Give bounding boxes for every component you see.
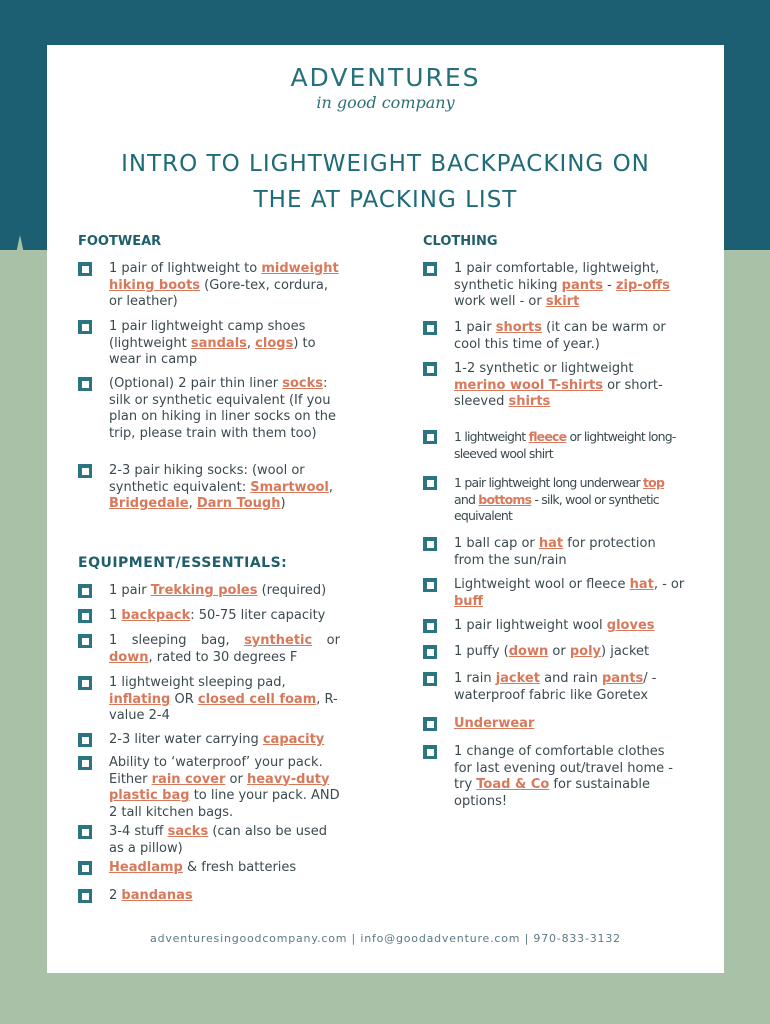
item-text-segment: (Gore-tex, cordura, or leather) (109, 277, 328, 309)
clothing-item (423, 671, 685, 704)
checkbox-icon[interactable] (423, 321, 437, 335)
item-text-segment: (it can be warm or cool this time of year.) (454, 320, 666, 352)
item-text-segment: (Optional) 2 pair thin liner (109, 376, 283, 391)
item-text-segment: 1 pair (454, 320, 496, 335)
item-text-segment: 1 pair lightweight wool (454, 618, 607, 633)
socks-link[interactable]: socks (282, 376, 323, 391)
item-text-segment: , (328, 479, 334, 495)
item-text-segment: - (602, 277, 616, 293)
item-text (423, 536, 685, 569)
footwear-item (78, 376, 340, 442)
checkbox-icon[interactable] (423, 430, 437, 444)
bandanas-link[interactable]: bandanas (121, 888, 193, 903)
item-text-segment: & fresh batteries (182, 860, 297, 875)
merino-wool-t-shirts-link[interactable]: merino wool T-shirts (454, 377, 603, 393)
closed-cell-foam-link[interactable]: closed cell foam (197, 691, 317, 707)
checkbox-icon[interactable] (78, 377, 92, 391)
item-text (423, 361, 685, 411)
item-text (78, 319, 340, 369)
clothing-item (423, 577, 685, 610)
item-text-segment: ) (280, 496, 286, 511)
item-text-segment: - silk, wool or synthetic equivalent (454, 491, 659, 523)
clothing-heading: CLOTHING (423, 234, 498, 249)
item-text-segment: , rated to 30 degrees F (148, 649, 298, 665)
item-text (78, 732, 340, 749)
bottoms-link[interactable]: bottoms (478, 491, 532, 507)
checkbox-icon[interactable] (423, 262, 437, 276)
packing-list-sheet (47, 45, 724, 973)
item-text-segment: 1 pair of lightweight to (109, 261, 262, 276)
checkbox-icon[interactable] (423, 645, 437, 659)
top-link[interactable]: top (642, 475, 665, 490)
item-text (423, 618, 685, 635)
item-text-segment: 1 (109, 608, 122, 623)
item-text-segment: ) jacket (601, 644, 650, 659)
item-text-segment: Lightweight wool or fleece (454, 577, 630, 592)
footwear-item (78, 463, 340, 513)
equipment-item (78, 732, 340, 749)
down-link[interactable]: down (109, 649, 149, 665)
equipment-item (78, 888, 340, 905)
buff-link[interactable]: buff (454, 593, 484, 609)
item-text-segment: or lightweight long-sleeved wool shirt (454, 429, 676, 461)
darn-tough-link[interactable]: Darn Tough (196, 496, 281, 511)
synthetic-link[interactable]: synthetic (244, 633, 313, 648)
item-text (78, 860, 340, 877)
page-title (87, 146, 684, 218)
footwear-item (78, 319, 340, 369)
item-text (78, 888, 340, 905)
item-text-segment: and (454, 491, 479, 507)
heavy-duty-plastic-bag-link[interactable]: heavy-duty plastic bag (109, 771, 330, 803)
clothing-item (423, 644, 685, 661)
item-text-segment: Ability to ‘waterproof’ your pack. Either (109, 755, 323, 787)
equipment-heading: EQUIPMENT/ESSENTIALS: (78, 555, 288, 571)
bridgedale-link[interactable]: Bridgedale (109, 496, 189, 511)
checkbox-icon[interactable] (78, 676, 92, 690)
checkbox-icon[interactable] (78, 889, 92, 903)
equipment-item (78, 675, 340, 725)
item-text (423, 320, 685, 353)
rain-cover-link[interactable]: rain cover (151, 771, 226, 787)
item-text (423, 475, 685, 525)
hat-link[interactable]: hat (629, 577, 654, 592)
checkbox-icon[interactable] (78, 861, 92, 875)
equipment-item (78, 633, 340, 666)
item-text-segment: for sustainable options! (454, 777, 650, 809)
footer-contact: adventuresingoodcompany.com | info@goodadventure.com | 970-833-3132 (150, 932, 621, 945)
checkbox-icon[interactable] (78, 584, 92, 598)
item-text-segment: , (246, 335, 256, 351)
item-text-segment: to line your pack. AND 2 tall kitchen bags. (109, 788, 340, 820)
item-text-segment: 1-2 synthetic or lightweight (454, 361, 634, 376)
item-text-segment: 2-3 pair hiking socks: (wool or synthetic equivalent: (109, 463, 305, 495)
item-text (78, 583, 340, 600)
equipment-item (78, 608, 340, 625)
checkbox-icon[interactable] (423, 362, 437, 376)
checkbox-icon[interactable] (78, 262, 92, 276)
item-text (78, 633, 340, 666)
item-text (423, 261, 685, 311)
item-text-segment: 1 ball cap or (454, 536, 539, 551)
skirt-link[interactable]: skirt (545, 294, 580, 309)
item-text (78, 376, 340, 442)
item-text-segment: : 50-75 liter capacity (190, 608, 326, 623)
poly-link[interactable]: poly (569, 644, 602, 659)
backpack-link[interactable]: backpack (121, 608, 191, 623)
item-text-segment: , R-value 2-4 (109, 691, 338, 723)
item-text-segment: work well - or (454, 294, 546, 309)
item-text-segment: / - waterproof fabric like Goretex (454, 671, 657, 703)
item-text-segment: 2-3 liter water carrying (109, 732, 263, 747)
checkbox-icon[interactable] (78, 464, 92, 478)
item-text-segment: 1 pair (109, 583, 151, 598)
item-text-segment: ) to wear in camp (109, 335, 316, 367)
footwear-item (78, 261, 340, 311)
inflating-link[interactable]: inflating (109, 691, 171, 707)
checkbox-icon[interactable] (423, 476, 437, 490)
checkbox-icon[interactable] (78, 320, 92, 334)
item-text-segment: 1 sleeping bag, (109, 633, 245, 648)
headlamp-link[interactable]: Headlamp (109, 860, 183, 875)
brand-logo-title: ADVENTURES (290, 63, 481, 92)
smartwool-link[interactable]: Smartwool (250, 479, 329, 495)
clothing-item (423, 320, 685, 353)
clogs-link[interactable]: clogs (255, 335, 294, 351)
checkbox-icon[interactable] (423, 537, 437, 551)
underwear-link[interactable]: Underwear (454, 716, 535, 731)
item-text-segment: 1 pair lightweight camp shoes (lightweight (109, 319, 306, 351)
down-link[interactable]: down (508, 644, 549, 659)
jacket-link[interactable]: jacket (495, 671, 540, 686)
item-text-segment: or (225, 771, 247, 787)
page-title-line-1: INTRO TO LIGHTWEIGHT BACKPACKING ON (121, 151, 650, 177)
item-text (78, 608, 340, 625)
item-text (423, 644, 685, 661)
checkbox-icon[interactable] (78, 733, 92, 747)
item-text-segment: for protection from the sun/rain (454, 536, 656, 568)
clothing-item (423, 536, 685, 569)
shorts-link[interactable]: shorts (495, 320, 543, 335)
item-text (78, 261, 340, 311)
item-text-segment: 1 puffy ( (454, 644, 509, 659)
item-text (423, 671, 685, 704)
hat-link[interactable]: hat (538, 536, 564, 551)
pants-link[interactable]: pants (561, 277, 603, 293)
equipment-item (78, 583, 340, 600)
item-text-segment: and rain (539, 671, 602, 686)
gloves-link[interactable]: gloves (606, 618, 655, 633)
item-text (423, 577, 685, 610)
checkbox-icon[interactable] (423, 717, 437, 731)
shirts-link[interactable]: shirts (508, 394, 551, 409)
item-text-segment: (required) (257, 583, 327, 598)
item-text-segment: 2 (109, 888, 122, 903)
item-text-segment: 1 lightweight (454, 429, 529, 444)
item-text (78, 824, 340, 857)
item-text-segment: , (188, 496, 197, 511)
clothing-item (423, 744, 685, 810)
brand-logo-tagline: in good company (316, 93, 455, 112)
item-text (78, 755, 340, 821)
pants-link[interactable]: pants (602, 671, 644, 686)
fleece-link[interactable]: fleece (528, 429, 567, 444)
clothing-item (423, 429, 685, 462)
trekking-poles-link[interactable]: Trekking poles (150, 583, 258, 598)
item-text-segment: 1 pair lightweight long underwear (454, 475, 643, 490)
checkbox-icon[interactable] (78, 756, 92, 770)
item-text (423, 744, 685, 810)
item-text-segment: or (548, 644, 570, 659)
footwear-heading: FOOTWEAR (78, 234, 162, 249)
sacks-link[interactable]: sacks (167, 824, 209, 839)
item-text (423, 716, 685, 733)
checkbox-icon[interactable] (423, 672, 437, 686)
item-text-segment: 1 change of comfortable clothes for last evening out/travel home - try (454, 744, 673, 792)
page-title-line-2: THE AT PACKING LIST (253, 187, 518, 213)
item-text-segment: , - or (653, 577, 685, 592)
item-text-segment: 1 rain (454, 671, 496, 686)
checkbox-icon[interactable] (78, 634, 92, 648)
item-text-segment: (can also be used as a pillow) (109, 824, 327, 856)
item-text (423, 429, 685, 462)
equipment-item (78, 860, 340, 877)
clothing-item (423, 716, 685, 733)
midweight-hiking-boots-link[interactable]: midweight hiking boots (109, 261, 339, 293)
equipment-item (78, 824, 340, 857)
item-text (78, 675, 340, 725)
item-text-segment: 1 lightweight sleeping pad, (109, 675, 286, 690)
sandals-link[interactable]: sandals (190, 335, 247, 351)
clothing-item (423, 618, 685, 635)
item-text-segment: or short-sleeved (454, 377, 663, 409)
checkbox-icon[interactable] (423, 745, 437, 759)
item-text (78, 463, 340, 513)
item-text-segment: 1 pair comfortable, lightweight, synthetic hiking (454, 261, 660, 293)
item-text-segment: : silk or synthetic equivalent (If you plan on hiking in liner socks on the trip, please train with them too) (109, 376, 337, 441)
checkbox-icon[interactable] (78, 609, 92, 623)
clothing-item (423, 361, 685, 411)
clothing-item (423, 261, 685, 311)
equipment-item (78, 755, 340, 821)
toad-co-link[interactable]: Toad & Co (476, 777, 550, 792)
checkbox-icon[interactable] (423, 578, 437, 592)
item-text-segment: or (312, 633, 340, 648)
clothing-item (423, 475, 685, 525)
item-text-segment: 3-4 stuff (109, 824, 168, 839)
item-text-segment: OR (170, 691, 198, 707)
checkbox-icon[interactable] (78, 825, 92, 839)
capacity-link[interactable]: capacity (262, 732, 325, 747)
checkbox-icon[interactable] (423, 619, 437, 633)
zip-offs-link[interactable]: zip-offs (615, 277, 670, 293)
